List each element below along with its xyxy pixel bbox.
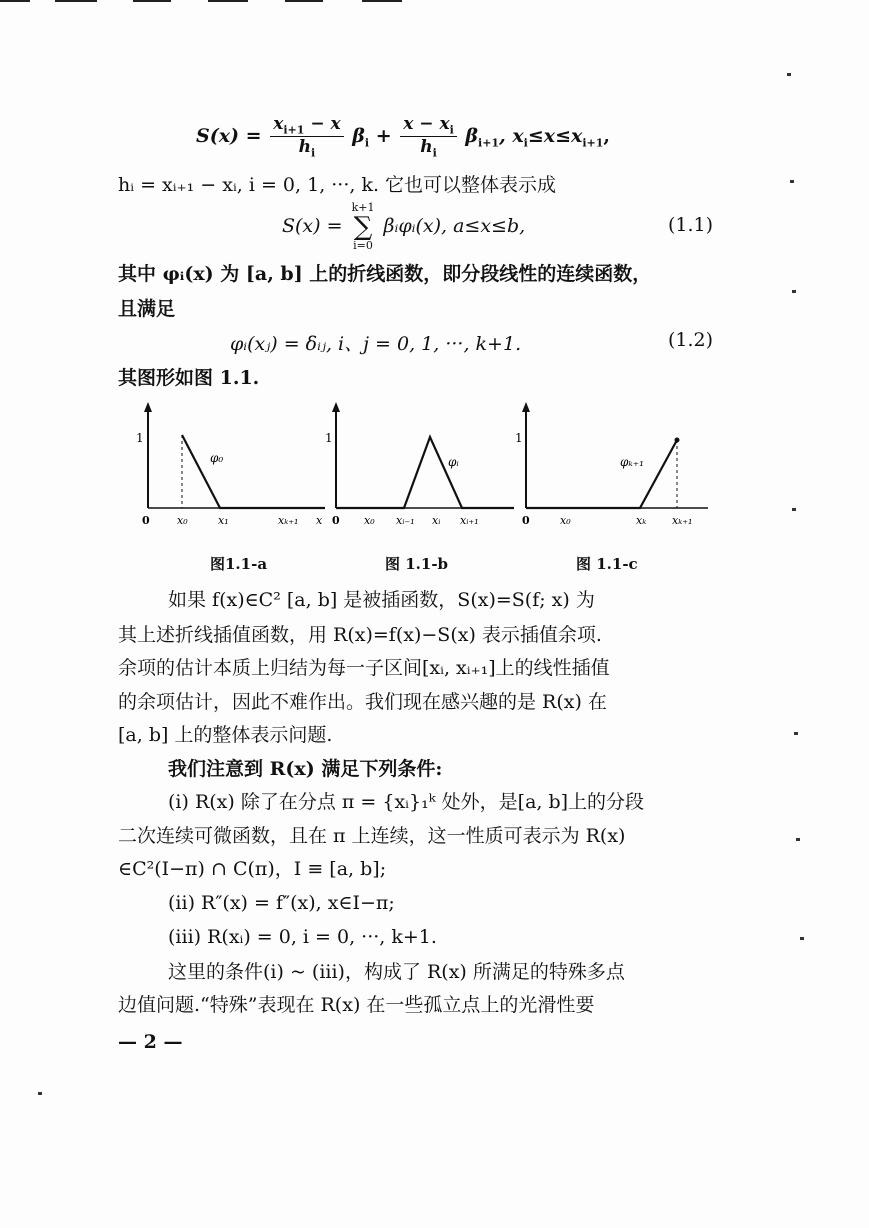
fig-b-tick-xi-1: xᵢ₋₁ — [396, 514, 415, 527]
sum-upper-limit: k+1 — [351, 201, 375, 214]
fig-c-tick-xk: xₖ — [636, 514, 647, 527]
figure-1-1-a — [120, 400, 325, 530]
paragraph-2-line-2: 其上述折线插值函数，用 R(x)=f(x)−S(x) 表示插值余项. — [118, 624, 602, 646]
fraction-2-numerator-sub: i — [449, 123, 454, 137]
fig-b-tick-x0: x₀ — [364, 514, 375, 527]
fig-a-tick-0: 0 — [142, 514, 150, 527]
equation-1-1 — [282, 201, 525, 253]
scan-bar — [285, 0, 323, 2]
fraction-1-numerator-sub: i+1 — [283, 123, 305, 137]
fig-a-y-label: 1 — [136, 431, 144, 445]
fig-a-tick-x1: x₁ — [218, 514, 229, 527]
fraction-1-denominator: h — [298, 137, 311, 158]
beta-i-sub: i — [364, 136, 370, 150]
condition-ii: (ii) R″(x) = f″(x), x∈I−π; — [168, 892, 395, 914]
page-number: — 2 — — [118, 1031, 183, 1053]
caption-1-1-c: 图 1.1-c — [576, 555, 638, 573]
eq-1-2-body: φᵢ(xⱼ) = δᵢⱼ, i、j = 0, 1, ···, k+1. — [230, 333, 522, 355]
fraction-2-denominator-sub: i — [432, 146, 437, 160]
fraction-1 — [270, 114, 343, 160]
paragraph-2-line-1: 如果 f(x)∈C² [a, b] 是被插函数，S(x)=S(f; x) 为 — [168, 589, 595, 611]
cond-end: , — [603, 124, 611, 147]
fig-c-y-label: 1 — [515, 431, 523, 445]
equation-number-1-2: (1.2) — [668, 329, 714, 351]
fraction-1-denominator-sub: i — [311, 146, 316, 160]
fraction-2-numerator: x − x — [403, 114, 450, 134]
eq-1-1-lhs: S(x) = — [282, 215, 343, 237]
paragraph-1-line-2: 且满足 — [118, 298, 176, 320]
equation-s-definition — [196, 114, 610, 160]
scan-bar — [0, 0, 30, 2]
scan-speck — [792, 290, 796, 293]
figure-1-1-c — [512, 400, 712, 530]
caption-1-1-b: 图 1.1-b — [385, 555, 449, 573]
fig-c-tick-xk1: xₖ₊₁ — [672, 514, 693, 527]
scan-speck — [796, 838, 800, 841]
paragraph-1-line-1: 其中 φᵢ(x) 为 [a, b] 上的折线函数，即分段线性的连续函数， — [118, 263, 652, 285]
fraction-1-numerator-tail: − x — [304, 114, 341, 134]
cond-mid: ≤x≤x — [527, 124, 583, 147]
fraction-2-denominator: h — [420, 137, 433, 158]
beta-i1-sub: i+1 — [478, 136, 500, 150]
fig-c-phi-label: φₖ₊₁ — [620, 455, 644, 469]
beta-i1: β — [465, 124, 479, 147]
line-h-definition: hᵢ = xᵢ₊₁ − xᵢ, i = 0, 1, ···, k. 它也可以整体表示成 — [118, 174, 557, 196]
fig-b-tick-xi: xᵢ — [432, 514, 441, 527]
paragraph-4-line-2: 边值问题.“特殊”表现在 R(x) 在一些孤立点上的光滑性要 — [118, 994, 595, 1016]
caption-1-1-a: 图1.1-a — [210, 555, 268, 573]
fig-b-y-label: 1 — [325, 431, 333, 445]
scan-bar — [55, 0, 97, 2]
scan-speck — [787, 73, 791, 76]
plus-sign: + — [375, 124, 392, 147]
scan-bar — [208, 0, 248, 2]
equation-number-1-1: (1.1) — [668, 214, 714, 236]
eq-1-1-body: βᵢφᵢ(x), a≤x≤b, — [383, 215, 526, 237]
eq-lhs: S(x) = — [196, 124, 262, 147]
scan-speck — [790, 180, 794, 183]
fraction-2 — [400, 114, 457, 160]
figure-intro: 其图形如图 1.1. — [118, 367, 260, 389]
fig-a-phi-label: φ₀ — [210, 451, 224, 465]
scan-bar — [133, 0, 171, 2]
fig-c-tick-0: 0 — [522, 514, 530, 527]
paragraph-2-line-4: 的余项估计，因此不难作出。我们现在感兴趣的是 R(x) 在 — [118, 691, 607, 713]
scan-bar — [362, 0, 402, 2]
fraction-1-numerator-x: x — [273, 114, 284, 134]
scan-speck — [794, 732, 798, 735]
fig-a-tick-x0: x₀ — [177, 514, 188, 527]
paragraph-2-line-5: [a, b] 上的整体表示问题. — [118, 724, 333, 746]
paragraph-4-line-1: 这里的条件(i) ~ (iii)，构成了 R(x) 所满足的特殊多点 — [168, 961, 625, 983]
cond-sub2: i+1 — [582, 136, 604, 150]
paragraph-3: 我们注意到 R(x) 满足下列条件: — [168, 758, 443, 780]
paragraph-2-line-3: 余项的估计本质上归结为每一子区间[xᵢ, xᵢ₊₁]上的线性插值 — [118, 657, 610, 679]
sum-symbol: k+1 ∑ i=0 — [351, 201, 375, 252]
equation-1-2 — [230, 329, 521, 356]
fig-b-tick-xi1: xᵢ₊₁ — [460, 514, 479, 527]
figure-1-1-b — [322, 400, 514, 530]
scan-speck — [38, 1092, 42, 1095]
condition-iii: (iii) R(xᵢ) = 0, i = 0, ···, k+1. — [168, 926, 437, 948]
condition-i-line-3: ∈C²(I−π) ∩ C(π)，I ≡ [a, b]; — [118, 858, 387, 880]
cond-sub1: i — [523, 136, 528, 150]
fig-c-tick-x0: x₀ — [560, 514, 571, 527]
fig-a-tick-x: x — [316, 514, 323, 527]
condition-i-line-2: 二次连续可微函数，且在 π 上连续，这一性质可表示为 R(x) — [118, 825, 626, 847]
scan-speck — [800, 937, 804, 940]
beta-i: β — [352, 124, 365, 147]
fig-b-phi-label: φᵢ — [448, 455, 459, 469]
fig-a-tick-xk1: xₖ₊₁ — [278, 514, 299, 527]
sum-lower-limit: i=0 — [353, 239, 373, 252]
fig-b-tick-0: 0 — [332, 514, 340, 527]
cond-start: , x — [499, 124, 524, 147]
condition-i-line-1: (i) R(x) 除了在分点 π = {xᵢ}₁ᵏ 处外，是[a, b]上的分段 — [168, 791, 645, 813]
scan-speck — [792, 508, 796, 511]
